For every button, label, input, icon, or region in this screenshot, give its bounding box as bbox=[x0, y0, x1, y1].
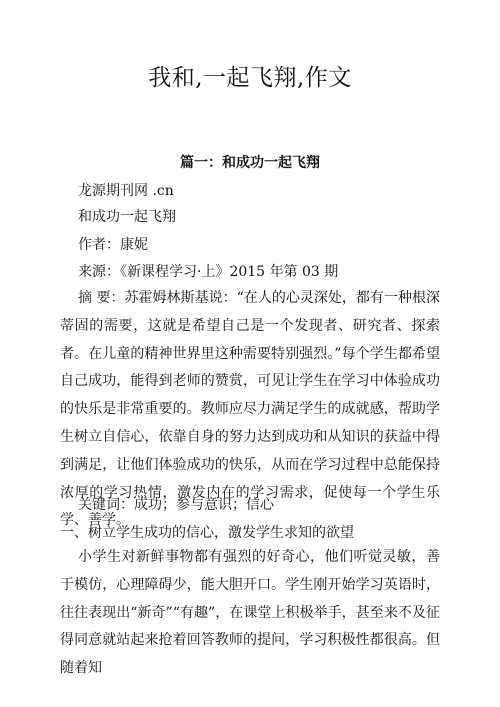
document-title: 我和,一起飞翔,作文 bbox=[148, 65, 352, 91]
body-paragraph: 小学生对新鲜事物都有强烈的好奇心，他们听觉灵敏，善于模仿，心理障碍少，能大胆开口。学生刚开始学习英语时，往往表现出“新奇”“有趣”，在课堂上积极举手，甚至来不及征得同意就站起来抢着回答教师的提问，学习积极性都很高。但随着知 bbox=[60, 549, 440, 677]
source-site: 龙源期刊网 .cn bbox=[78, 183, 174, 199]
section-heading-one: 一、树立学生成功的信心，激发学生求知的欲望 bbox=[60, 525, 354, 541]
source-line: 来源：《新课程学习·上》2015 年第 03 期 bbox=[78, 264, 339, 280]
abstract-paragraph: 摘 要：苏霍姆林斯基说：“在人的心灵深处，都有一种根深蒂固的需要，这就是希望自己是一个发现者、研究者、探索者。在儿童的精神世界里这种需要特别强烈。”每个学生都希望自己成功，能得到老师的赞赏，可见让学生在学习中体验成功的快乐是非常重要的。教师应尽力满足学生的成就感，帮助学生树立自信心，依靠自身的努力达到成功和从知识的获益中得到满足，让他们体验成功的快乐，从而在学习过程中总能保持浓厚的学习热情，激发内在的学习需求，促使每一个学生乐学、善学。 bbox=[60, 290, 440, 529]
author-line: 作者：康妮 bbox=[78, 237, 148, 253]
article-title: 和成功一起飞翔 bbox=[78, 209, 176, 225]
keywords-line: 关键词：成功；参与意识；信心 bbox=[78, 497, 274, 513]
section-title: 篇一：和成功一起飞翔 bbox=[180, 155, 320, 171]
